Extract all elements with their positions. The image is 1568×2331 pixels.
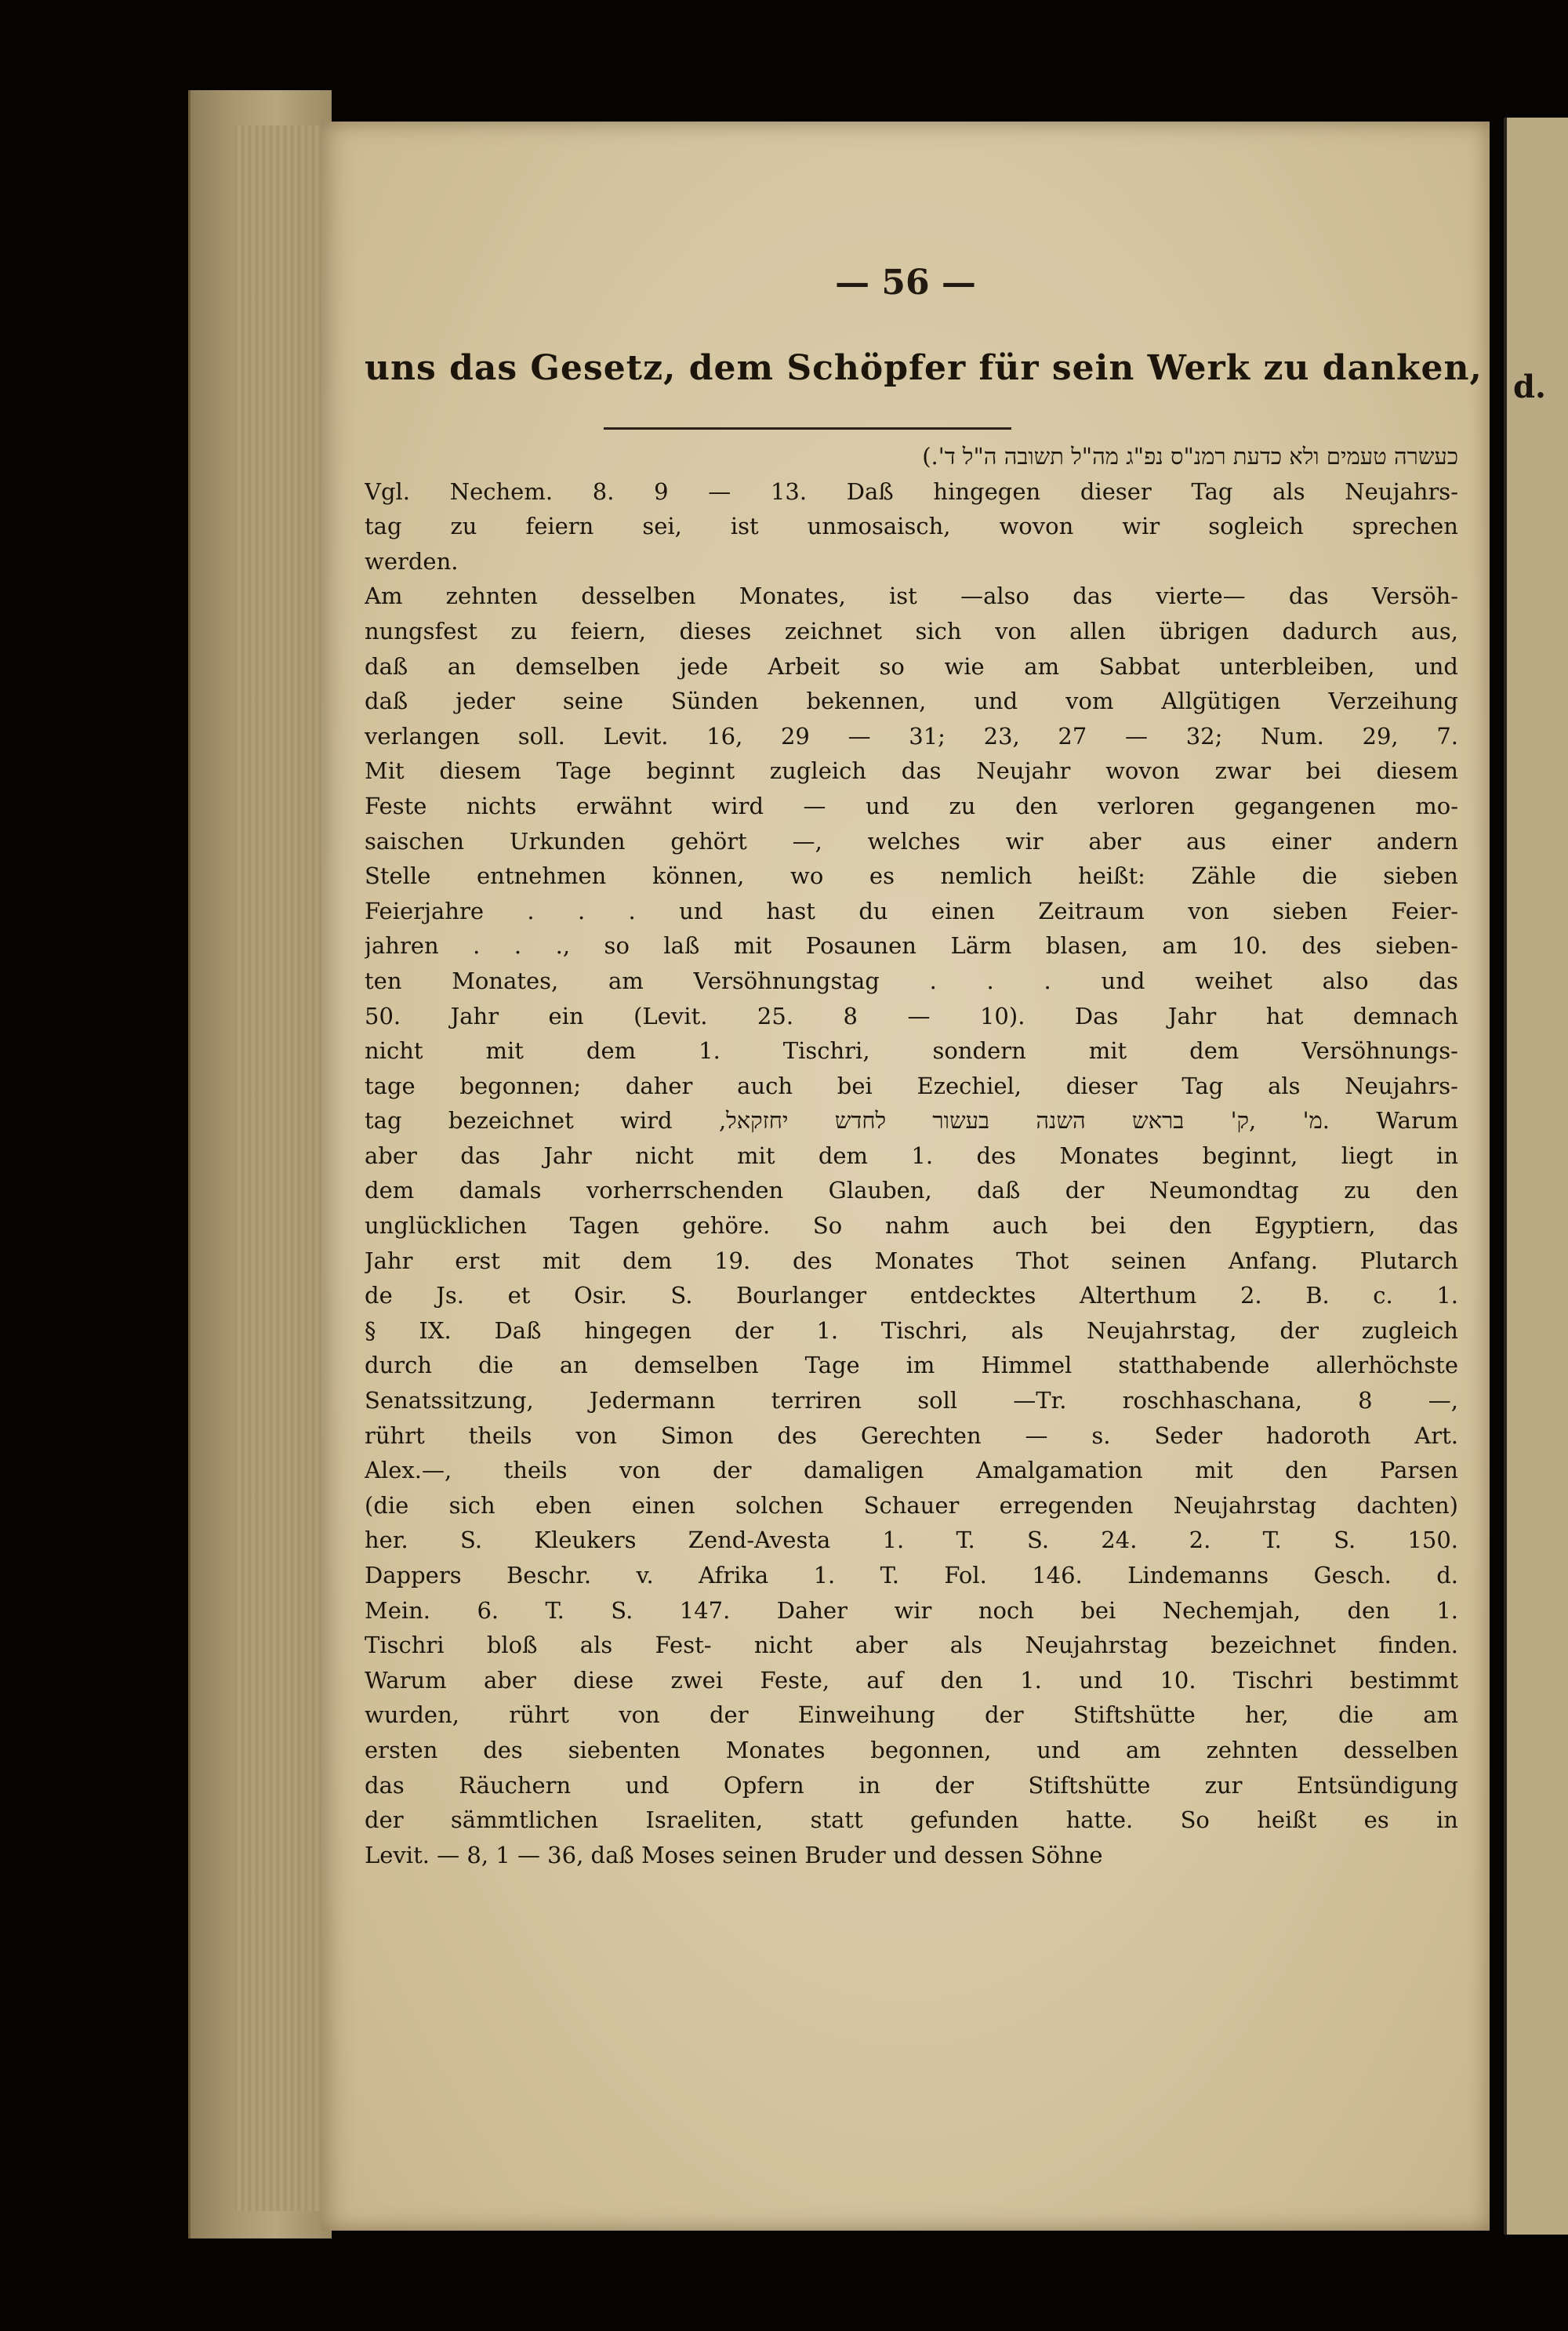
footnote-line: Dappers Beschr. v. Afrika 1. T. Fol. 146. Lindemanns Gesch. d. [365, 1562, 1458, 1588]
footnote-block [365, 439, 1458, 1872]
footnote-line: wurden, rührt von der Einweihung der Stiftshütte her, die am [365, 1701, 1458, 1729]
footnote-line: nicht mit dem 1. Tischri, sondern mit dem Versöhnungs- [365, 1037, 1458, 1065]
footnote-line: Mit diesem Tage beginnt zugleich das Neujahr wovon zwar bei diesem [365, 757, 1458, 785]
facing-page-sliver [1504, 118, 1568, 2235]
footnote-line: daß an demselben jede Arbeit so wie am Sabbat unterbleiben, und [365, 652, 1458, 680]
footnote-line: verlangen soll. Levit. 16, 29 — 31; 23, 27 — 32; Num. 29, 7. [365, 722, 1458, 750]
footnote-line: Warum aber diese zwei Feste, auf den 1. und 10. Tischri bestimmt [365, 1666, 1458, 1694]
footnote-line: durch die an demselben Tage im Himmel statthabende allerhöchste [365, 1352, 1458, 1379]
footnote-line: das Räuchern und Opfern in der Stiftshütte zur Entsündigung [365, 1771, 1458, 1799]
footnote-line: der sämmtlichen Israeliten, statt gefunden hatte. So heißt es in [365, 1806, 1458, 1834]
footnote-line: unglücklichen Tagen gehöre. So nahm auch bei den Egyptiern, das [365, 1212, 1458, 1240]
footnote-line-hebrew: כעשרה טעמים ולא כדעת רמנ"ס נפ"ג מה"ל תשובה ה"ל ד'.) [922, 443, 1458, 470]
footnote-rule [604, 427, 1011, 430]
footnote-line: dem damals vorherrschenden Glauben, daß der Neumondtag zu den [365, 1177, 1458, 1204]
footnote-line: Tischri bloß als Fest- nicht aber als Neujahrstag bezeichnet finden. [365, 1632, 1458, 1659]
footnote-line: nungsfest zu feiern, dieses zeichnet sich von allen übrigen dadurch aus, [365, 617, 1458, 644]
main-text-line: uns das Gesetz, dem Schöpfer für sein Werk zu danken, [365, 348, 1483, 388]
footnote-line: rührt theils von Simon des Gerechten — s. Seder hadoroth Art. [365, 1421, 1458, 1449]
footnote-line: tage begonnen; daher auch bei Ezechiel, dieser Tag als Neujahrs- [365, 1072, 1458, 1099]
footnote-line: tag bezeichnet wird ,מ' ,ק' בראש השנה בעשור לחדש יחזקאל. Warum [365, 1107, 1458, 1135]
footnote-line: Am zehnten desselben Monates, ist —also das vierte— das Versöh- [365, 583, 1458, 610]
footnote-line: Vgl. Nechem. 8. 9 — 13. Daß hingegen dieser Tag als Neujahrs- [365, 477, 1458, 505]
footnote-line: Stelle entnehmen können, wo es nemlich heißt: Zähle die sieben [365, 862, 1458, 890]
facing-page-letter: d. [1513, 369, 1546, 405]
footnote-line: Levit. — 8, 1 — 36, daß Moses seinen Bruder und dessen Söhne [365, 1841, 1103, 1868]
footnote-line: tag zu feiern sei, ist unmosaisch, wovon wir sogleich sprechen [365, 513, 1458, 540]
footnote-line: ten Monates, am Versöhnungstag . . . und weihet also das [365, 967, 1458, 994]
footnote-line: § IX. Daß hingegen der 1. Tischri, als Neujahrstag, der zugleich [365, 1316, 1458, 1344]
footnote-line: Jahr erst mit dem 19. des Monates Thot seinen Anfang. Plutarch [365, 1247, 1458, 1274]
footnote-line: saischen Urkunden gehört —, welches wir aber aus einer andern [365, 827, 1458, 855]
main-text-block [365, 345, 1483, 392]
footnote-line: Alex.—, theils von der damaligen Amalgamation mit den Parsen [365, 1457, 1458, 1484]
footnote-line: (die sich eben einen solchen Schauer erregenden Neujahrstag dachten) [365, 1491, 1458, 1519]
footnote-line: Feierjahre . . . und hast du einen Zeitraum von sieben Feier- [365, 897, 1458, 924]
footnote-line: daß jeder seine Sünden bekennen, und vom Allgütigen Verzeihung [365, 688, 1458, 715]
footnote-line: jahren . . ., so laß mit Posaunen Lärm blasen, am 10. des sieben- [365, 932, 1458, 960]
footnote-line: de Js. et Osir. S. Bourlanger entdecktes Alterthum 2. B. c. 1. [365, 1282, 1458, 1309]
footnote-line: Senatssitzung, Jedermann terriren soll —Tr. roschhaschana, 8 —, [365, 1387, 1458, 1414]
page-stack-edge [235, 125, 321, 2211]
footnote-line: Mein. 6. T. S. 147. Daher wir noch bei Nechemjah, den 1. [365, 1596, 1458, 1624]
footnote-line: Feste nichts erwähnt wird — und zu den verloren gegangenen mo- [365, 792, 1458, 819]
footnote-line: 50. Jahr ein (Levit. 25. 8 — 10). Das Jahr hat demnach [365, 1002, 1458, 1029]
footnote-line: werden. [365, 547, 459, 575]
page-number: — 56 — [835, 263, 976, 303]
footnote-line: ersten des siebenten Monates begonnen, und am zehnten desselben [365, 1736, 1458, 1763]
footnote-line: aber das Jahr nicht mit dem 1. des Monates beginnt, liegt in [365, 1142, 1458, 1169]
footnote-line: her. S. Kleukers Zend-Avesta 1. T. S. 24. 2. T. S. 150. [365, 1527, 1458, 1554]
